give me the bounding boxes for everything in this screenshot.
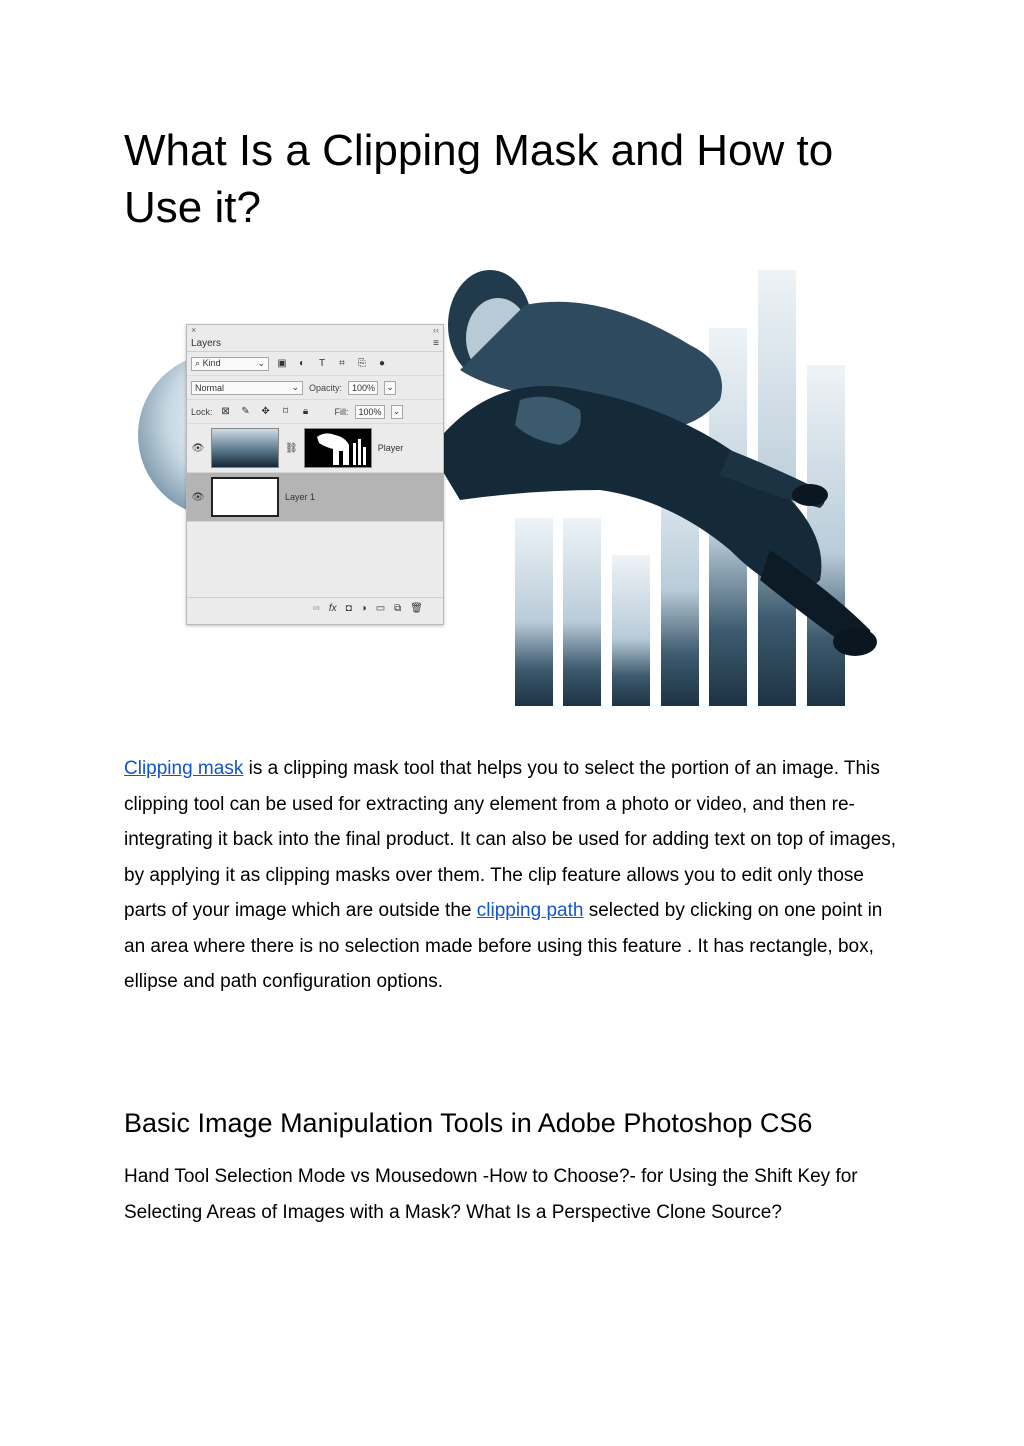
opacity-value: 100%	[352, 382, 376, 393]
smart-object-filter-icon[interactable]: ⎘	[358, 357, 366, 369]
kind-select-value: Kind	[202, 358, 221, 368]
section-paragraph: Hand Tool Selection Mode vs Mousedown -How to Choose?- for Using the Shift Key for Selecting Areas of Images with a Mask? What Is a Perspective Clone Source?	[124, 1166, 858, 1223]
panel-tab-bar	[187, 335, 443, 352]
panel-titlebar	[187, 325, 443, 335]
pixel-filter-icon[interactable]: ▣	[277, 357, 287, 369]
close-icon[interactable]: ×	[191, 325, 197, 335]
shape-filter-icon[interactable]: ⌗	[339, 357, 345, 369]
layers-panel	[186, 324, 444, 625]
chevron-down-icon: ⌄	[257, 358, 265, 368]
layer-mask-thumbnail	[304, 428, 372, 468]
fill-value: 100%	[358, 406, 382, 417]
chevron-down-icon: ⌄	[392, 406, 401, 416]
link-icon[interactable]: ⛓︎	[285, 442, 298, 454]
lock-position-icon[interactable]: ✥	[261, 405, 270, 417]
layer-thumbnail	[211, 428, 279, 468]
chevron-down-icon: ⌄	[291, 382, 299, 392]
panel-footer	[187, 597, 443, 618]
page-title: What Is a Clipping Mask and How to Use it?	[124, 126, 834, 232]
clipping-path-link[interactable]: clipping path	[476, 900, 584, 921]
blend-row	[187, 376, 443, 400]
lock-row	[187, 400, 443, 424]
layer-thumbnail	[211, 477, 279, 517]
layer-name: Layer 1	[285, 492, 316, 502]
new-layer-icon[interactable]: ⧉	[394, 602, 402, 614]
add-mask-icon[interactable]: ◘	[345, 602, 352, 614]
fill-label: Fill:	[334, 406, 349, 417]
intro-text-1: is a clipping mask tool that helps you to select the portion of an image. This clipping tool can be used for extracting any element from a photo or video, and then re-integrating it back into the final product. It can also be used for adding text on top of images, by applying it as clipping masks over them. The clip feature allows you to edit only those parts of your image which are outside the	[124, 758, 897, 921]
opacity-dropdown[interactable]	[384, 381, 396, 395]
panel-menu-icon[interactable]: ≡	[433, 337, 439, 349]
intro-text-2: selected by clicking on one point in an area where there is no selection made before using this feature . It has rectangle, box, ellipse and path configuration options.	[124, 900, 883, 992]
blend-mode-select[interactable]	[191, 381, 303, 395]
intro-paragraph	[124, 751, 904, 1000]
hero-image	[130, 250, 890, 720]
layer-name: Player	[377, 443, 404, 453]
trash-icon[interactable]: 🗑︎	[410, 602, 423, 614]
collapse-icon[interactable]: ‹‹	[433, 325, 439, 335]
eye-icon[interactable]: 👁︎	[191, 442, 205, 454]
search-icon: ⌕	[195, 358, 201, 368]
lock-artboard-icon[interactable]: ⌑	[282, 405, 289, 417]
lock-transparent-icon[interactable]: ⊠	[221, 405, 230, 417]
opacity-label: Opacity:	[309, 382, 343, 393]
kind-select[interactable]	[191, 357, 269, 371]
filter-toggle-icon[interactable]: ●	[378, 357, 386, 369]
tab-layers[interactable]: Layers	[191, 337, 222, 349]
opacity-field[interactable]	[348, 381, 378, 395]
lock-label: Lock:	[191, 406, 213, 417]
chevron-down-icon: ⌄	[386, 382, 394, 392]
adjustment-layer-icon[interactable]: ◑	[360, 602, 367, 614]
lock-pixels-icon[interactable]: ✎	[241, 405, 250, 417]
layer-row-player[interactable]	[187, 424, 443, 473]
layer-row-layer1[interactable]	[187, 473, 443, 522]
new-group-icon[interactable]: ▭	[375, 602, 386, 614]
fill-dropdown[interactable]	[391, 405, 403, 419]
link-layers-icon[interactable]: ∞	[312, 602, 320, 614]
section-heading: Basic Image Manipulation Tools in Adobe Photoshop CS6	[124, 1108, 813, 1138]
type-filter-icon[interactable]: T	[318, 357, 326, 369]
lock-all-icon[interactable]: 🔒︎	[302, 405, 309, 417]
filter-row	[187, 352, 443, 376]
blend-mode-value: Normal	[195, 382, 225, 393]
clipping-mask-link[interactable]: Clipping mask	[124, 758, 244, 779]
eye-icon[interactable]: 👁︎	[191, 491, 205, 503]
adjustment-filter-icon[interactable]: ◐	[298, 357, 306, 369]
fx-icon[interactable]: fx	[328, 602, 337, 614]
fill-field[interactable]	[355, 405, 385, 419]
